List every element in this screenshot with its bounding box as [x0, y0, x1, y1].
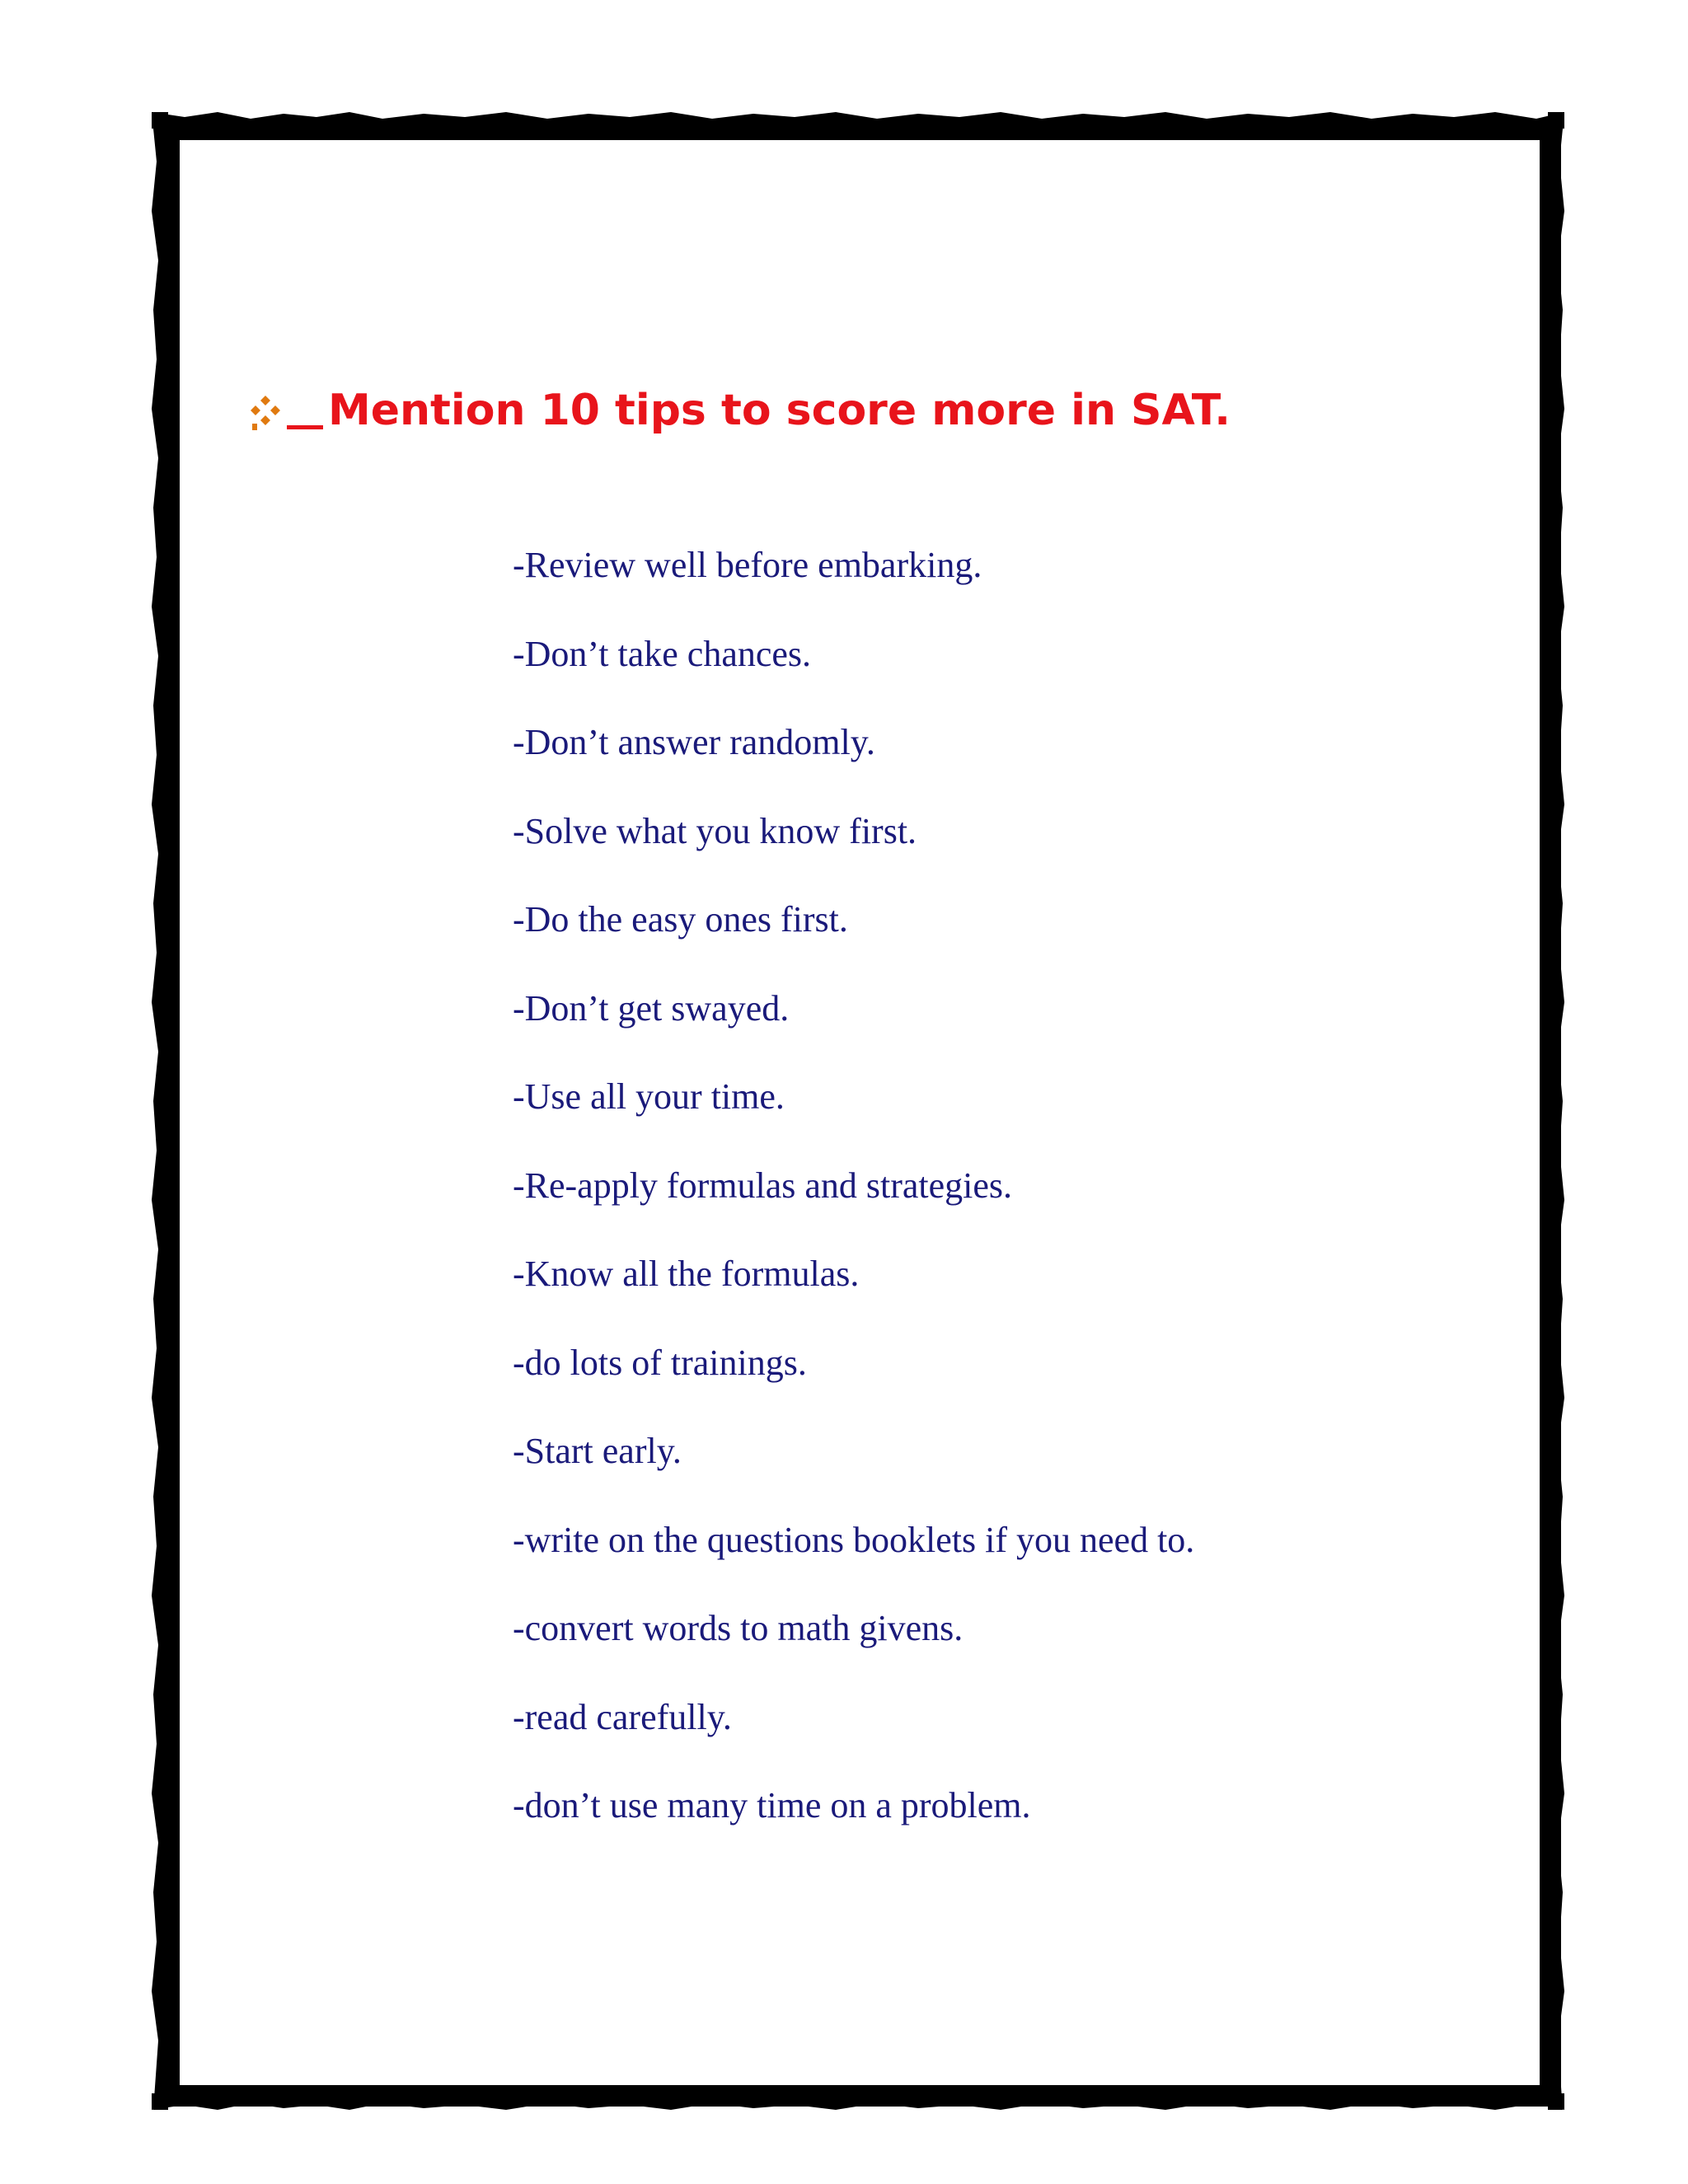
- tip-item: -Know all the formulas.: [513, 1254, 860, 1294]
- tip-item: -Review well before embarking.: [513, 545, 982, 585]
- tip-item: -Start early.: [513, 1431, 682, 1471]
- heading-title: Mention 10 tips to score more in SAT.: [328, 386, 1231, 435]
- tip-item: -convert words to math givens.: [513, 1608, 964, 1648]
- tip-item: -Don’t get swayed.: [513, 987, 790, 1029]
- tip-item: -Don’t take chances.: [513, 633, 812, 674]
- tip-item: -Don’t answer randomly.: [513, 722, 875, 762]
- tip-item: -do lots of trainings.: [513, 1342, 807, 1383]
- heading-underscore: [287, 392, 323, 429]
- tip-item: -Do the easy ones first.: [513, 899, 848, 940]
- tip-item: -Re-apply formulas and strategies.: [513, 1165, 1013, 1206]
- tip-item: -write on the questions booklets if you need to.: [513, 1519, 1195, 1560]
- tip-item: -Use all your time.: [513, 1076, 785, 1117]
- tips-list: [513, 536, 1194, 1865]
- tip-item: -read carefully.: [513, 1696, 732, 1737]
- tip-item: -Solve what you know first.: [513, 810, 917, 851]
- tip-item: -don’t use many time on a problem.: [513, 1785, 1031, 1825]
- diamond-bullet-icon: [247, 391, 284, 440]
- page-heading: [247, 386, 1231, 435]
